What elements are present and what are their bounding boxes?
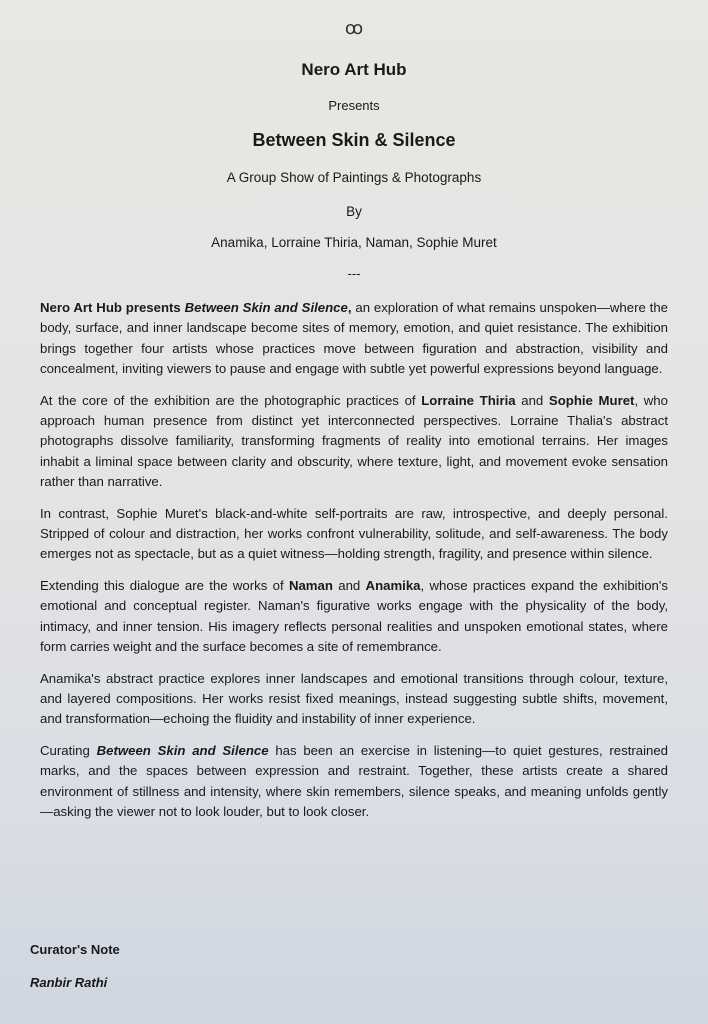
- body-text: [40, 298, 668, 833]
- text-fragment: At the core of the exhibition are the photographic practices of: [40, 392, 422, 408]
- artist-name: Sophie Muret: [548, 392, 635, 408]
- text-fragment: and: [332, 577, 366, 593]
- text-fragment: has been an exercise in listening—to quiet gestures, restrained marks, and the spaces between expression and restraint. Together, these artists create a shared environment of stillness and intensity, where skin remembers, silence speaks, and meaning unfolds gently—asking the viewer not to look louder, but to look closer.: [40, 742, 669, 819]
- paragraph-photography: [40, 391, 668, 493]
- curator-note-label: Curator's Note: [30, 942, 120, 957]
- paragraph-curation: [40, 741, 668, 823]
- artist-name: Naman: [288, 577, 333, 593]
- intro-text: an exploration of what remains unspoken—where the body, surface, and inner landscape become sites of memory, emotion, and quiet resistance. The exhibition brings together four artists whose practices move between figuration and abstraction, visibility and concealment, inviting viewers to pause and engage with subtle yet powerful expressions beyond language.: [40, 300, 668, 377]
- logo-icon: ꝏ: [344, 18, 364, 38]
- lead-comma: ,: [347, 300, 352, 315]
- paragraph-painting: [40, 576, 668, 658]
- exhibition-title-inline: Between Skin and Silence: [96, 742, 269, 758]
- artist-list: Anamika, Lorraine Thiria, Naman, Sophie Muret: [211, 235, 497, 250]
- exhibition-title: Between Skin & Silence: [252, 130, 456, 150]
- presents-label: Presents: [328, 98, 380, 113]
- artist-name: Lorraine Thiria: [421, 392, 516, 408]
- lead-title: Between Skin and Silence: [184, 300, 348, 315]
- by-label: By: [346, 204, 362, 219]
- paragraph-intro: [40, 298, 668, 380]
- paragraph-self-portraits: In contrast, Sophie Muret's black-and-white self-portraits are raw, introspective, and deeply personal. Stripped of colour and distraction, her works confront vulnerability, solitude, and self-awareness. The body emerges not as spectacle, but as a quiet witness—holding strength, fragility, and presence within silence.: [40, 505, 668, 562]
- paragraph-abstract: Anamika's abstract practice explores inner landscapes and emotional transitions through colour, texture, and layered compositions. Her works resist fixed meanings, instead suggesting subtle shifts, movement, and transformation—echoing the fluidity and instability of inner experience.: [40, 670, 668, 727]
- exhibition-subtitle: A Group Show of Paintings & Photographs: [226, 170, 482, 185]
- artist-name: Anamika: [365, 577, 421, 593]
- text-fragment: and: [515, 392, 549, 408]
- lead-bold: Nero Art Hub presents: [40, 300, 185, 315]
- curator-name: Ranbir Rathi: [30, 975, 108, 990]
- text-fragment: , whose practices expand the exhibition's emotional and conceptual register. Naman's figurative works engage with the physicality of the body, intimacy, and inner tension. His imagery reflects personal realities and unspoken emotional states, where form carries weight and the surface becomes a site of remembrance.: [40, 577, 668, 655]
- organization-name: Nero Art Hub: [301, 60, 407, 79]
- separator: ---: [347, 266, 361, 281]
- text-fragment: , who approach human presence from distinct yet interconnected perspectives. Lorraine Thalia's abstract photographs dissolve familiarity, transforming fragments of reality into emotional terrains. Her images inhabit a liminal space between clarity and obscurity, where texture, light, and movement evoke sensation rather than narrative.: [40, 392, 668, 490]
- text-fragment: Curating: [40, 742, 97, 758]
- text-fragment: Extending this dialogue are the works of: [40, 577, 289, 593]
